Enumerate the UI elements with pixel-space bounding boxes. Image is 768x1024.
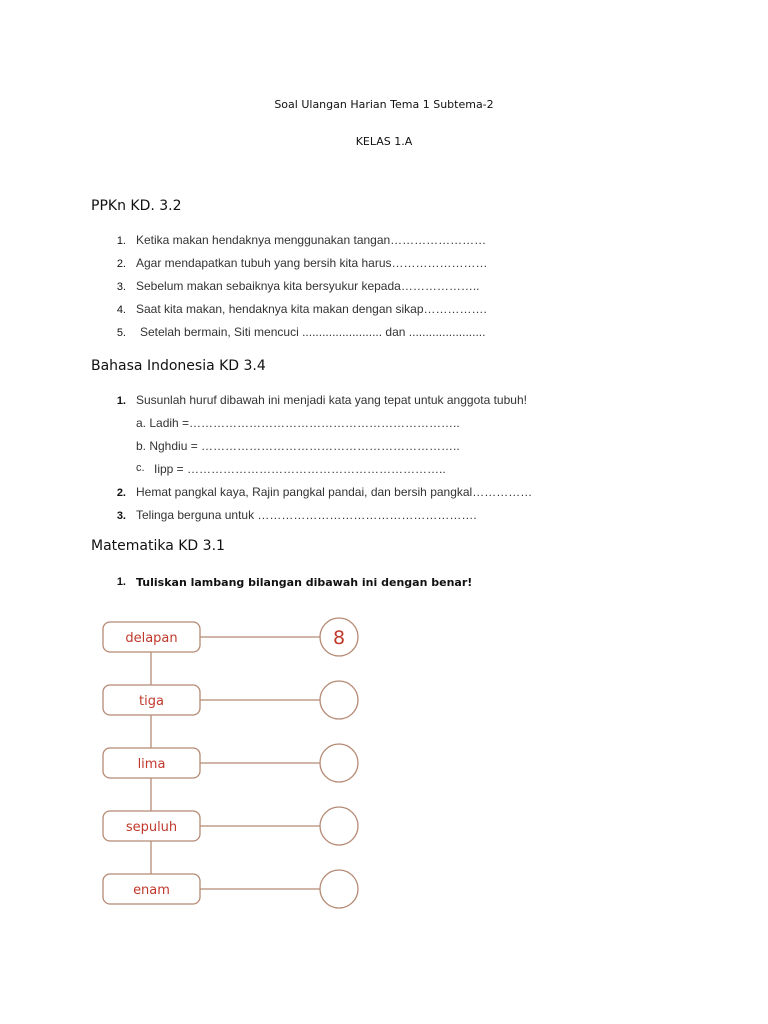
ppkn-heading: PPKn KD. 3.2 (91, 198, 182, 214)
document-title: Soal Ulangan Harian Tema 1 Subtema-2 (274, 98, 494, 111)
number-word: delapan (125, 631, 178, 646)
number-word: sepuluh (125, 820, 178, 835)
answer-circle[interactable] (320, 744, 358, 782)
answer-circle[interactable] (320, 681, 358, 719)
matematika-heading: Matematika KD 3.1 (91, 538, 225, 554)
instruction-number: 1. (116, 576, 126, 588)
answer-circle[interactable] (320, 870, 358, 908)
number-matching-diagram (0, 600, 768, 930)
number-word: lima (137, 757, 166, 772)
bahasa-heading: Bahasa Indonesia KD 3.4 (91, 358, 266, 374)
number-word: tiga (139, 694, 164, 709)
instruction-text: Tuliskan lambang bilangan dibawah ini dengan benar! (136, 576, 473, 589)
answer-digit: 8 (332, 627, 346, 649)
answer-circle[interactable] (320, 807, 358, 845)
number-word: enam (133, 883, 170, 898)
class-label: KELAS 1.A (355, 135, 413, 148)
